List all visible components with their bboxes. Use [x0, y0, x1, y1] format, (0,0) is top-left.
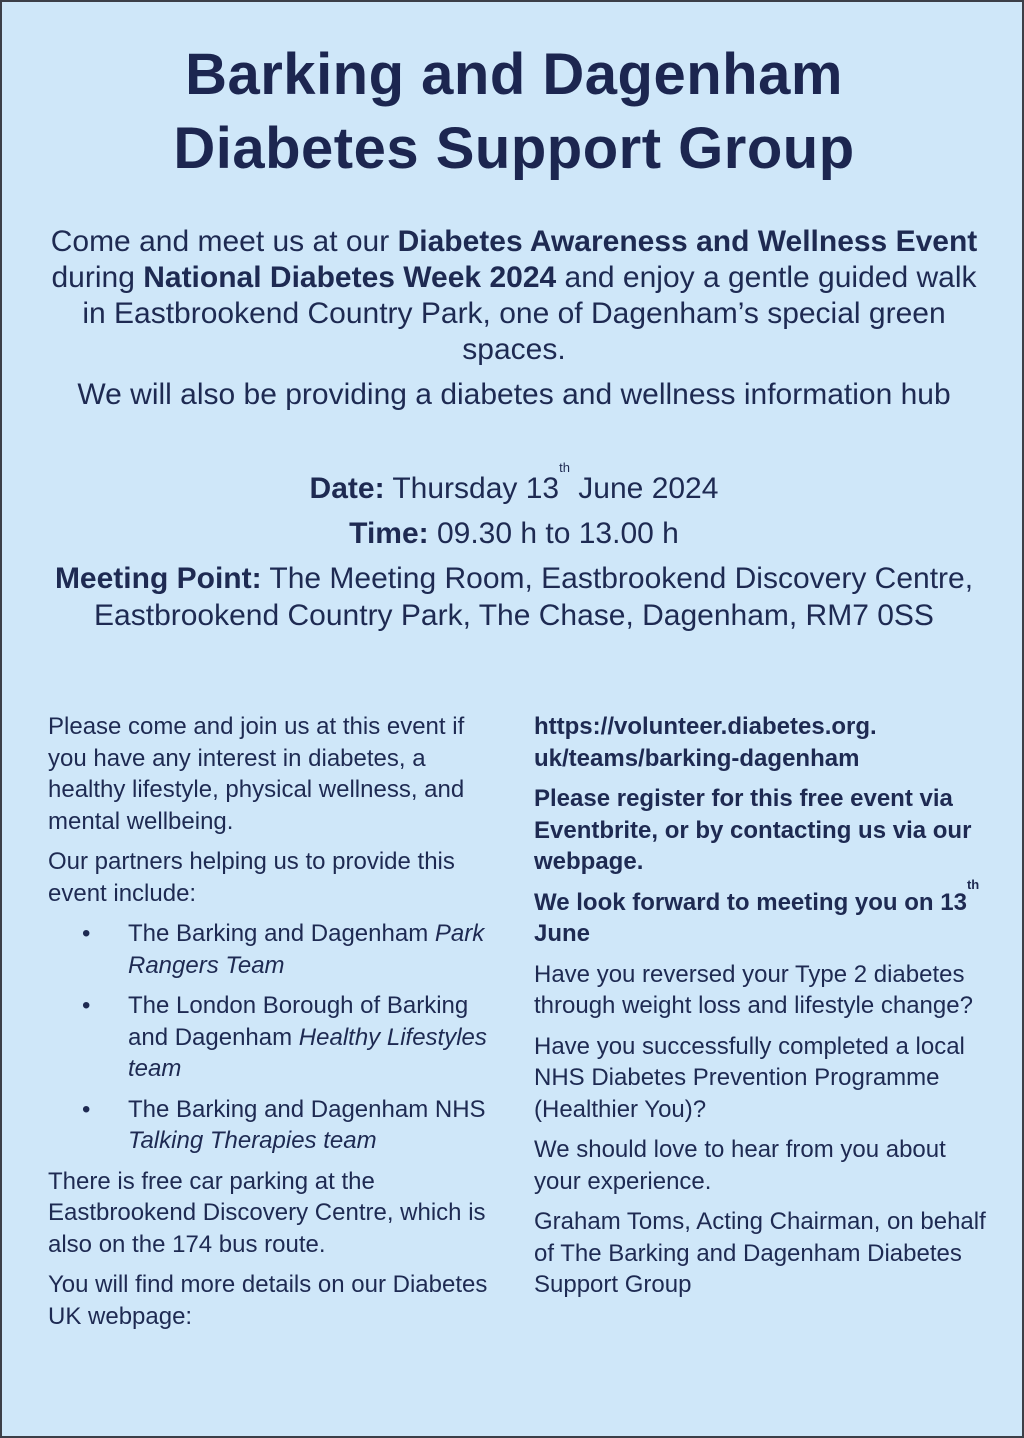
list-item — [48, 1094, 508, 1157]
question-programme: Have you successfully completed a local NHS Diabetes Prevention Programme (Healthier You)? — [534, 1032, 965, 1123]
time-value: 09.30 h to 13.00 h — [428, 517, 679, 550]
link-line-1: https://volunteer.diabetes.org. — [534, 713, 877, 740]
info-hub-paragraph: We will also be providing a diabetes and wellness information hub — [77, 378, 951, 411]
intro-section — [42, 224, 986, 422]
partners-list — [48, 918, 508, 1157]
time-label: Time: — [349, 517, 429, 550]
list-item — [48, 918, 508, 981]
parking-paragraph: There is free car parking at the Eastbrookend Discovery Centre, which is also on the 174 bus route. — [48, 1167, 486, 1258]
date-line — [42, 460, 986, 507]
intro-text-1: Come and meet us at our — [50, 225, 398, 258]
bullet-icon: • — [82, 920, 91, 947]
look-forward-paragraph — [534, 876, 994, 950]
look-forward-month: June — [534, 920, 591, 947]
partner-name: The London Borough of Barking and Dagenham — [128, 992, 469, 1051]
partner-name: The Barking and Dagenham NHS — [128, 1095, 486, 1123]
hear-from-you: We should love to hear from you about your experience. — [534, 1136, 946, 1195]
bullet-icon: • — [82, 1095, 91, 1123]
invitation-paragraph: Please come and join us at this event if you have any interest in diabetes, a healthy lifestyle, physical wellness, and mental wellbeing. — [48, 713, 465, 835]
question-reversed: Have you reversed your Type 2 diabetes through weight loss and lifestyle change? — [534, 960, 973, 1019]
list-item — [48, 990, 508, 1085]
bullet-icon: • — [82, 992, 91, 1019]
date-ordinal: th — [559, 460, 570, 475]
event-details — [42, 460, 986, 642]
partner-team: Talking Therapies team — [128, 1127, 377, 1154]
webpage-link[interactable] — [534, 711, 994, 774]
intro-text-2: during — [51, 261, 144, 294]
left-column — [48, 711, 508, 1341]
intro-text-3: and enjoy a gentle guided walk in Eastbrookend Country Park, one of Dagenham’s special green spaces. — [82, 261, 977, 366]
meeting-point-line — [42, 560, 986, 634]
meeting-point-value: The Meeting Room, Eastbrookend Discovery Centre, Eastbrookend Country Park, The Chase, Dagenham, RM7 0SS — [94, 562, 974, 632]
partner-team: Healthy Lifestyles team — [128, 1023, 487, 1082]
time-line — [42, 515, 986, 552]
register-paragraph: Please register for this free event via Eventbrite, or by contacting us via our webpage. — [534, 785, 972, 875]
partners-intro: Our partners helping us to provide this event include: — [48, 848, 455, 907]
week-name: National Diabetes Week 2024 — [143, 261, 557, 294]
signoff: Graham Toms, Acting Chairman, on behalf of The Barking and Dagenham Diabetes Support Group — [534, 1208, 986, 1298]
intro-paragraph — [42, 224, 986, 368]
right-column — [534, 711, 994, 1310]
flyer-title — [2, 38, 1024, 186]
event-name: Diabetes Awareness and Wellness Event — [397, 225, 978, 258]
link-line-2: uk/teams/barking-dagenham — [534, 744, 860, 772]
date-value-month: June 2024 — [569, 472, 719, 505]
look-forward-ordinal: th — [966, 876, 980, 892]
partner-name: The Barking and Dagenham — [128, 920, 435, 947]
webpage-paragraph: You will find more details on our Diabetes UK webpage: — [48, 1271, 488, 1330]
date-label: Date: — [309, 472, 385, 505]
title-line-1: Barking and Dagenham — [185, 42, 843, 107]
meeting-point-label: Meeting Point: — [54, 562, 262, 595]
look-forward-text: We look forward to meeting you on 13 — [534, 888, 967, 916]
partner-team: Park Rangers Team — [128, 920, 485, 979]
date-value: Thursday 13 — [384, 472, 560, 505]
title-line-2: Diabetes Support Group — [173, 116, 855, 181]
